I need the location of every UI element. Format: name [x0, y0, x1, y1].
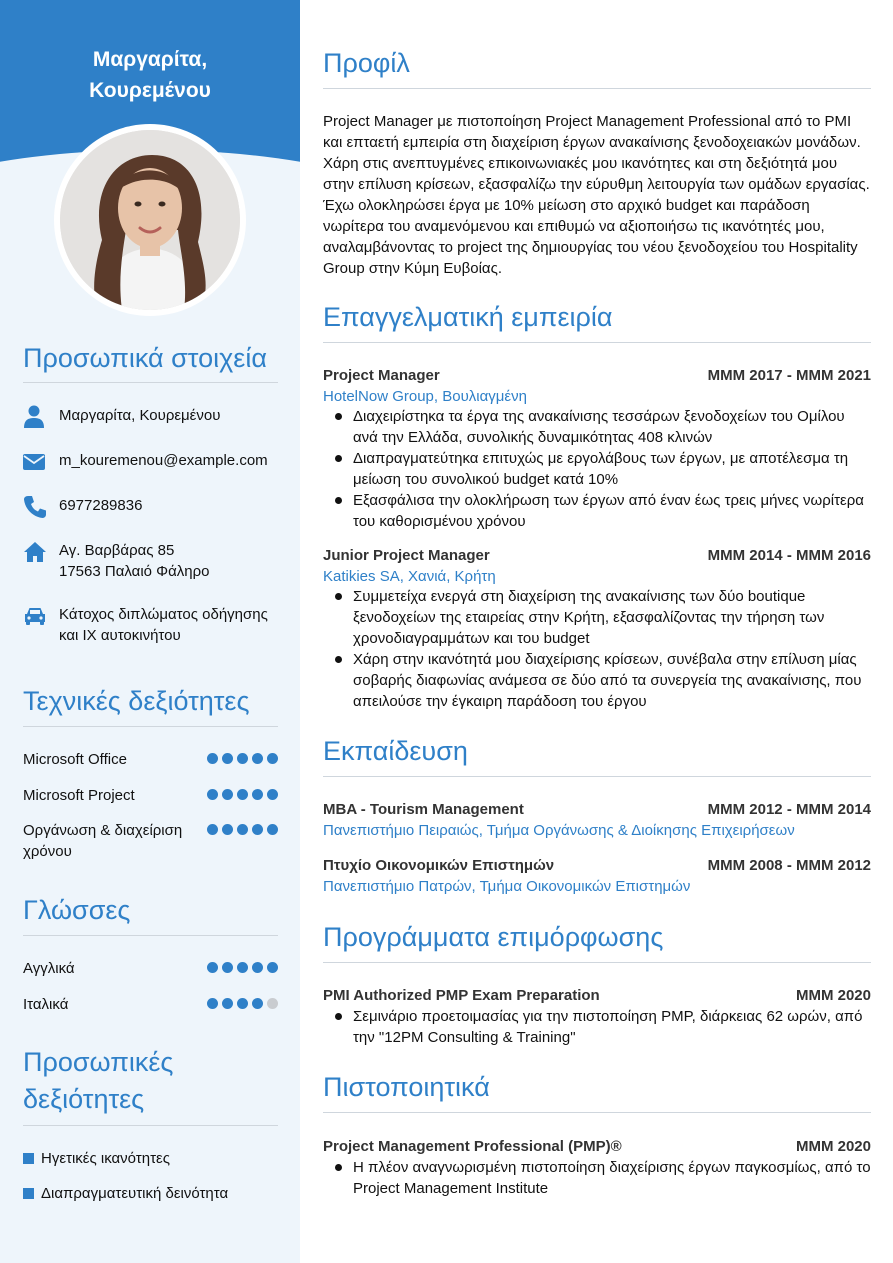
contact-address-text [59, 540, 283, 582]
tech-skills-heading: Τεχνικές δεξιότητες [23, 686, 250, 716]
candidate-name [0, 44, 300, 106]
skill-rating [203, 753, 278, 765]
user-icon [23, 405, 47, 429]
profile-summary: Project Manager με πιστοποίηση Project Management Professional από το PMI και επταετή εμπειρία στη διαχείριση έργων ανακαίνισης ξενοδοχειακών μονάδων. Χάρη στις ανεπτυγμένες επικοινωνιακές μου ικανότητες και στη δεξιότητά μου στην επίλυση κρίσεων, εξασφαλίζω την εύρυθμη λειτουργία των ομάδων εργασίας. Έχω ολοκληρώσει έργα με 10% μείωση στο αρχικό budget και παράδοση νωρίτερα του αναμενόμενου και επιθυμώ να αξιοποιήσω τις ικανότητές μου, αναλαμβάνοντας το project της δημιουργίας του νέου ξενοδοχείου του Hospitality Group στην Κύμη Ευβοίας. [323, 113, 870, 277]
skill-label-line1: Οργάνωση & διαχείριση [23, 822, 183, 839]
rating-dot [252, 824, 263, 835]
square-bullet-icon [23, 1153, 34, 1164]
license-line1: Κάτοχος διπλώματος οδήγησης [59, 606, 268, 623]
training-dates: MMM 2020 [795, 987, 871, 1004]
education-title-text: MBA - Tourism Management [323, 801, 524, 818]
car-icon [23, 604, 47, 628]
skill-label: Microsoft Project [23, 787, 135, 804]
training-title-text: PMI Authorized PMP Exam Preparation [323, 987, 600, 1004]
rating-dot [207, 998, 218, 1009]
job-dates: MMM 2017 - MMM 2021 [707, 367, 871, 384]
language-row [23, 958, 278, 979]
rating-dot [237, 789, 248, 800]
job-bullet: Εξασφάλισα την ολοκλήρωση των έργων από έναν έως τρεις μήνες νωρίτερα του καθορισμένου χρόνου [323, 490, 871, 532]
skill-label [23, 820, 198, 862]
contact-phone-text[interactable]: 6977289836 [59, 497, 143, 514]
job-title [323, 545, 871, 566]
rating-dot [237, 824, 248, 835]
rating-dot [252, 998, 263, 1009]
job-company: HotelNow Group, Βουλιαγμένη [323, 388, 527, 405]
skill-rating [203, 824, 278, 836]
avatar-portrait-image [60, 130, 240, 310]
training-bullet: Σεμινάριο προετοιμασίας για την πιστοποίηση PMP, διάρκειας 62 ωρών, από την "12PM Consulting & Training" [323, 1006, 871, 1048]
education-institution: Πανεπιστήμιο Πατρών, Τμήμα Οικονομικών Επιστημών [323, 878, 691, 895]
soft-skills-heading [23, 1044, 278, 1118]
rating-dot [207, 962, 218, 973]
job-bullet: Συμμετείχα ενεργά στη διαχείριση της ανακαίνισης των δύο boutique ξενοδοχείων της εταιρείας στην Κρήτη, εξασφαλίζοντας την τήρηση των χρονοδιαγραμμάτων και του budget [323, 586, 871, 649]
education-dates: MMM 2012 - MMM 2014 [707, 801, 871, 818]
rating-dot [267, 753, 278, 764]
education-divider [323, 776, 871, 777]
rating-dot [222, 998, 233, 1009]
rating-dot [207, 753, 218, 764]
soft-skills-heading-line1: Προσωπικές [23, 1047, 174, 1077]
job-bullet: Διαχειρίστηκα τα έργα της ανακαίνισης τεσσάρων ξενοδοχείων του Ομίλου ανά την Ελλάδα, συνολικής δυναμικότητας 408 κλινών [323, 406, 871, 448]
rating-dot [207, 824, 218, 835]
rating-dot [252, 753, 263, 764]
skill-row [23, 820, 278, 862]
skill-rating [203, 789, 278, 801]
language-rating [203, 962, 278, 974]
rating-dot [222, 824, 233, 835]
languages-heading: Γλώσσες [23, 895, 131, 925]
personal-details-divider [23, 382, 278, 383]
avatar [60, 130, 240, 310]
profile-divider [323, 88, 871, 89]
certifications-heading: Πιστοποιητικά [323, 1072, 490, 1102]
personal-details-heading: Προσωπικά στοιχεία [23, 343, 267, 373]
job-bullets [323, 586, 871, 712]
job-title [323, 365, 871, 386]
education-heading: Εκπαίδευση [323, 736, 468, 766]
education-title-text: Πτυχίο Οικονομικών Επιστημών [323, 857, 555, 874]
profile-heading: Προφίλ [323, 48, 410, 78]
square-bullet-icon [23, 1188, 34, 1199]
soft-skills-heading-line2: δεξιότητες [23, 1084, 145, 1114]
contact-name-text: Μαργαρίτα, Κουρεμένου [59, 407, 221, 424]
job-bullet: Χάρη στην ικανότητά μου διαχείρισης κρίσεων, συνέβαλα στην επίλυση μίας σοβαρής διαφωνίας ανάμεσα σε δύο από τα συνεργεία της ανακαίνισης, που απειλούσε την έγκαιρη παράδοση του έργου [323, 649, 871, 712]
job-bullet: Διαπραγματεύτηκα επιτυχώς με εργολάβους των έργων, με αποτέλεσμα τη μείωση του συνολικού budget κατά 10% [323, 448, 871, 490]
rating-dot [207, 789, 218, 800]
job-bullets [323, 406, 871, 532]
certifications-divider [323, 1112, 871, 1113]
soft-skill-text: Ηγετικές ικανότητες [41, 1150, 170, 1167]
education-title [323, 799, 871, 820]
job-dates: MMM 2014 - MMM 2016 [707, 547, 871, 564]
soft-skills-divider [23, 1125, 278, 1126]
rating-dot [222, 753, 233, 764]
rating-dot [267, 789, 278, 800]
skill-row [23, 749, 278, 770]
language-label: Αγγλικά [23, 960, 75, 977]
education-institution: Πανεπιστήμιο Πειραιώς, Τμήμα Οργάνωσης & Διοίκησης Επιχειρήσεων [323, 822, 795, 839]
address-line2: 17563 Παλαιό Φάληρο [59, 563, 210, 580]
rating-dot-empty [267, 998, 278, 1009]
address-line1: Αγ. Βαρβάρας 85 [59, 542, 175, 559]
contact-email-text[interactable]: m_kouremenou@example.com [59, 452, 268, 469]
language-rating [203, 998, 278, 1010]
job-company: Katikies SA, Χανιά, Κρήτη [323, 568, 496, 585]
phone-icon [23, 495, 47, 519]
skill-row [23, 785, 278, 806]
certification-title [323, 1136, 871, 1157]
rating-dot [252, 962, 263, 973]
skill-label-line2: χρόνου [23, 843, 72, 860]
certification-dates: MMM 2020 [795, 1138, 871, 1155]
envelope-icon [23, 450, 47, 474]
experience-divider [323, 342, 871, 343]
languages-divider [23, 935, 278, 936]
rating-dot [237, 998, 248, 1009]
rating-dot [237, 962, 248, 973]
candidate-name-line1: Μαργαρίτα, [92, 48, 208, 71]
training-bullets [323, 1006, 871, 1048]
language-label: Ιταλικά [23, 996, 69, 1013]
certification-title-text: Project Management Professional (PMP)® [323, 1138, 622, 1155]
training-divider [323, 962, 871, 963]
rating-dot [237, 753, 248, 764]
soft-skill-text: Διαπραγματευτική δεινότητα [41, 1185, 229, 1202]
home-icon [23, 540, 47, 564]
training-heading: Προγράμματα επιμόρφωσης [323, 922, 664, 952]
contact-driving-license-text [59, 604, 283, 646]
rating-dot [267, 962, 278, 973]
job-title-text: Junior Project Manager [323, 547, 490, 564]
candidate-name-line2: Κουρεμένου [89, 79, 211, 102]
experience-heading: Επαγγελματική εμπειρία [323, 302, 613, 332]
certification-bullets [323, 1157, 871, 1199]
rating-dot [252, 789, 263, 800]
rating-dot [222, 962, 233, 973]
skill-label: Microsoft Office [23, 751, 127, 768]
license-line2: και ΙΧ αυτοκινήτου [59, 627, 181, 644]
education-title [323, 855, 871, 876]
tech-skills-divider [23, 726, 278, 727]
certification-bullet: Η πλέον αναγνωρισμένη πιστοποίηση διαχείρισης έργων παγκοσμίως, από το Project Management Institute [323, 1157, 871, 1199]
rating-dot [222, 789, 233, 800]
rating-dot [267, 824, 278, 835]
language-row [23, 994, 278, 1015]
education-dates: MMM 2008 - MMM 2012 [707, 857, 871, 874]
job-title-text: Project Manager [323, 367, 440, 384]
training-title [323, 985, 871, 1006]
sidebar [0, 0, 300, 1263]
